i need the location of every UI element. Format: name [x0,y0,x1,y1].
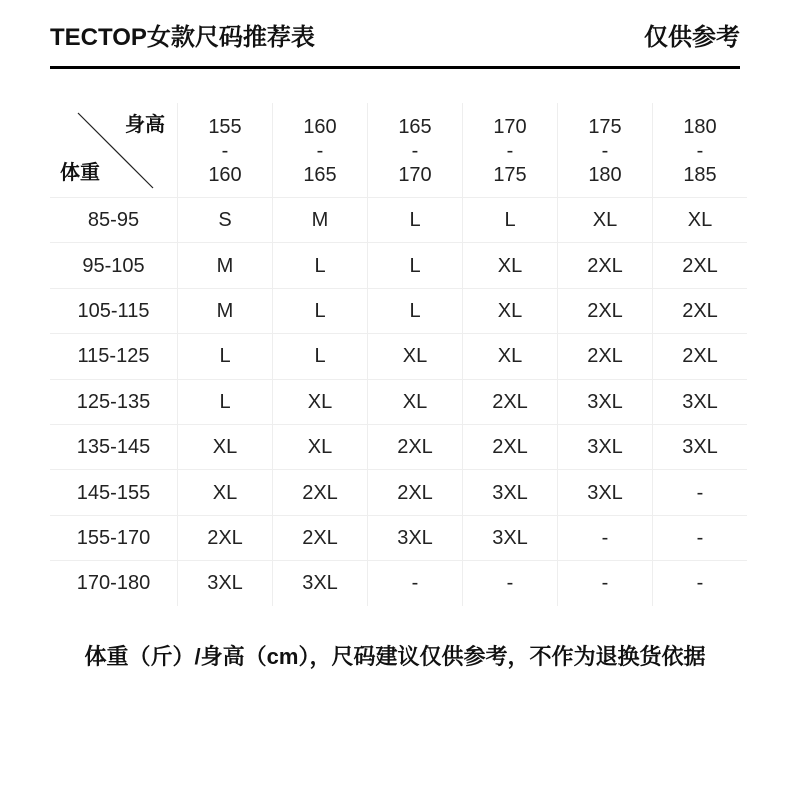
height-to: 180 [588,164,622,186]
height-separator: - [506,140,514,162]
size-cell: - [653,470,747,514]
height-separator: - [411,140,419,162]
size-cell: XL [653,198,747,242]
size-cell: XL [463,334,557,378]
height-separator: - [221,140,229,162]
size-cell: - [368,561,462,605]
height-to: 185 [683,164,717,186]
size-cell: - [653,561,747,605]
size-cell: L [178,334,272,378]
size-cell: 2XL [653,289,747,333]
weight-range-cell: 135-145 [50,425,177,469]
size-cell: 3XL [178,561,272,605]
size-cell: 3XL [558,470,652,514]
height-from: 180 [683,116,717,138]
size-cell: 2XL [558,243,652,287]
height-to: 160 [208,164,242,186]
size-cell: L [273,243,367,287]
height-to: 165 [303,164,337,186]
size-cell: 3XL [368,516,462,560]
weight-range-cell: 95-105 [50,243,177,287]
size-cell: 2XL [463,425,557,469]
size-cell: 3XL [463,470,557,514]
size-chart-table [50,103,747,606]
size-cell: 2XL [653,243,747,287]
height-range-header [653,103,747,197]
weight-range-cell: 115-125 [50,334,177,378]
height-separator: - [316,140,324,162]
size-cell: L [273,289,367,333]
size-cell: M [273,198,367,242]
height-from: 160 [303,116,337,138]
size-cell: XL [368,334,462,378]
size-cell: XL [273,380,367,424]
height-range-header [273,103,367,197]
height-axis-label: 身高 [125,114,165,136]
size-cell: 2XL [368,470,462,514]
size-cell: 3XL [558,425,652,469]
height-from: 155 [208,116,242,138]
height-separator: - [601,140,609,162]
weight-range-cell: 155-170 [50,516,177,560]
size-cell: 2XL [178,516,272,560]
corner-header-cell [50,103,177,197]
size-cell: 2XL [273,516,367,560]
height-range-header [463,103,557,197]
size-cell: 3XL [653,425,747,469]
size-cell: M [178,289,272,333]
height-to: 175 [493,164,527,186]
size-cell: - [653,516,747,560]
size-cell: XL [368,380,462,424]
size-cell: 2XL [273,470,367,514]
size-cell: 3XL [653,380,747,424]
size-cell: XL [463,243,557,287]
weight-axis-label: 体重 [60,162,100,184]
size-cell: L [368,289,462,333]
weight-range-cell: 145-155 [50,470,177,514]
size-cell: M [178,243,272,287]
size-cell: 2XL [653,334,747,378]
weight-range-cell: 105-115 [50,289,177,333]
size-cell: 3XL [273,561,367,605]
size-cell: - [558,516,652,560]
height-separator: - [696,140,704,162]
size-cell: L [368,243,462,287]
height-range-header [368,103,462,197]
page-title: TECTOP女款尺码推荐表 [50,24,315,51]
size-cell: XL [178,470,272,514]
height-range-header [558,103,652,197]
weight-range-cell: 170-180 [50,561,177,605]
size-disclaimer: 体重（斤）/身高（cm），尺码建议仅供参考，不作为退换货依据 [84,644,706,669]
reference-note: 仅供参考 [644,24,740,51]
size-cell: 2XL [558,334,652,378]
height-from: 170 [493,116,527,138]
size-cell: XL [178,425,272,469]
size-cell: 2XL [368,425,462,469]
size-cell: - [558,561,652,605]
height-range-header [178,103,272,197]
weight-range-cell: 85-95 [50,198,177,242]
size-cell: XL [273,425,367,469]
size-cell: L [178,380,272,424]
height-from: 175 [588,116,622,138]
header-divider [50,66,740,69]
size-cell: L [463,198,557,242]
size-cell: 3XL [463,516,557,560]
size-cell: - [463,561,557,605]
weight-range-cell: 125-135 [50,380,177,424]
height-from: 165 [398,116,432,138]
height-to: 170 [398,164,432,186]
size-cell: S [178,198,272,242]
size-cell: L [368,198,462,242]
size-cell: XL [463,289,557,333]
size-cell: XL [558,198,652,242]
size-cell: 3XL [558,380,652,424]
size-cell: 2XL [463,380,557,424]
size-cell: L [273,334,367,378]
size-cell: 2XL [558,289,652,333]
